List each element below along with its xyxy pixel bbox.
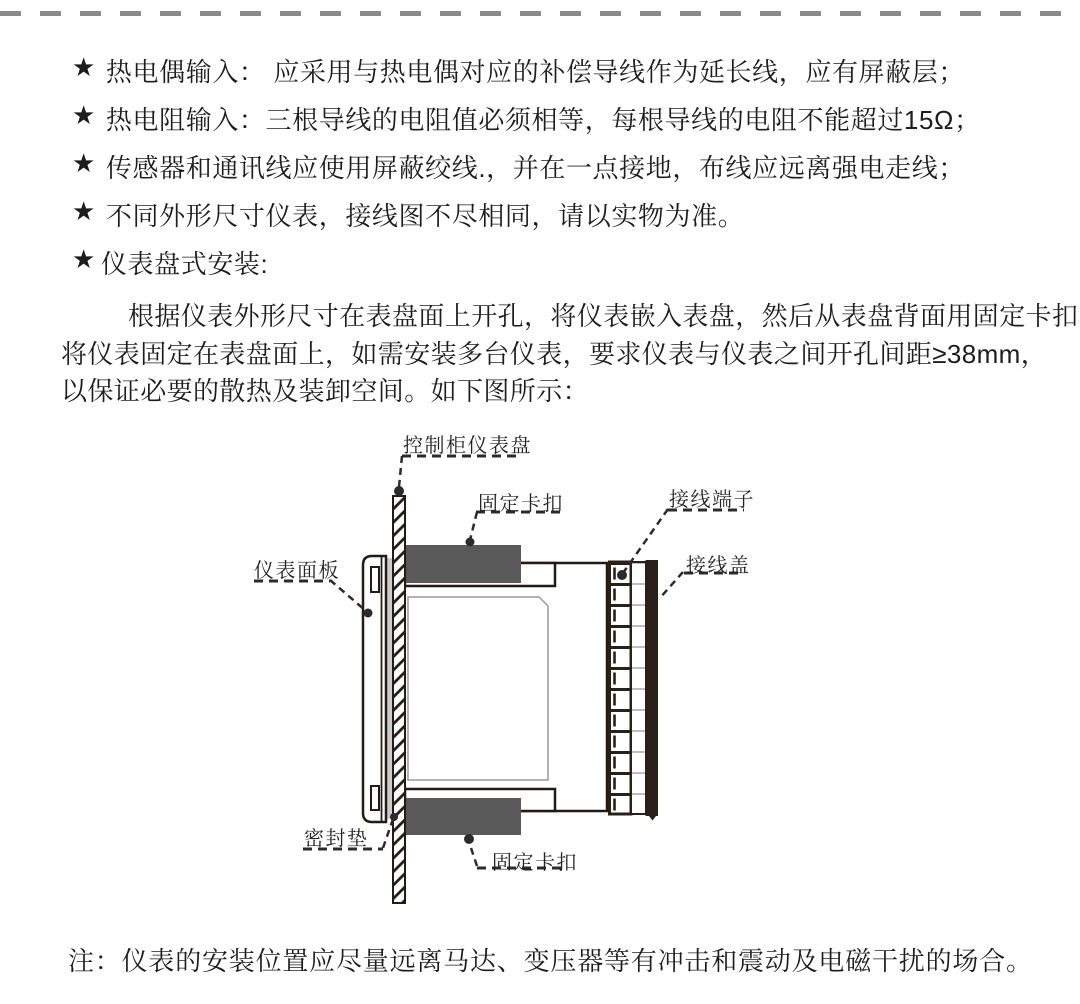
bezel-detail-bottom	[371, 786, 379, 810]
instrument-front-bezel-shape	[363, 556, 386, 822]
leader-clip-bottom	[469, 842, 477, 866]
dot-clip-bottom	[464, 834, 474, 844]
leader-gasket	[383, 819, 393, 848]
terminal-block-shape	[610, 562, 632, 814]
star-icon: ★	[72, 100, 96, 130]
label-terminal-cover: 接线盖	[686, 555, 751, 577]
leader-clip-top	[470, 512, 477, 540]
paragraph-line-1: 根据仪表外形尺寸在表盘面上开孔，将仪表嵌入表盘，然后从表盘背面用固定卡扣	[128, 301, 1079, 331]
star-icon: ★	[72, 196, 96, 226]
instrument-inner-window-shape	[408, 597, 548, 780]
terminal-cover-shape	[646, 560, 659, 816]
installation-note: 注：仪表的安装位置应尽量远离马达、变压器等有冲击和震动及电磁干扰的场合。	[68, 946, 1033, 976]
fixing-clip-bottom-shape	[405, 798, 521, 835]
label-fixing-clip-top: 固定卡扣	[478, 493, 564, 515]
label-terminal-block: 接线端子	[669, 489, 755, 511]
dot-clip-top	[466, 538, 475, 547]
leader-cover	[659, 572, 683, 599]
bullet-text: 热电偶输入： 应采用与热电偶对应的补偿导线作为延长线，应有屏蔽层；	[105, 57, 965, 87]
cabinet-panel-shape	[393, 496, 405, 903]
dot-gasket	[390, 813, 398, 821]
label-cabinet-panel: 控制柜仪表盘	[403, 435, 532, 457]
dot-front-panel	[364, 609, 373, 618]
paragraph-line-3: 以保证必要的散热及装卸空间。如下图所示：	[61, 376, 590, 406]
bullet-text: 不同外形尺寸仪表，接线图不尽相同，请以实物为准。	[105, 201, 745, 231]
bullet-text: 传感器和通讯线应使用屏蔽绞线.，并在一点接地，布线应远离强电走线；	[105, 153, 965, 183]
leader-front-panel	[330, 580, 366, 611]
fixing-clip-top-shape	[405, 545, 521, 583]
leader-cabinet-panel	[399, 456, 402, 487]
dot-terminal	[617, 570, 627, 580]
label-instrument-front: 仪表面板	[254, 560, 340, 582]
star-icon: ★	[72, 148, 96, 178]
bullet-text: 仪表盘式安装:	[100, 249, 269, 279]
star-icon: ★	[72, 52, 96, 82]
label-gasket: 密封垫	[304, 828, 369, 850]
terminal-block-spacer-shape	[631, 562, 646, 814]
dot-cabinet-panel	[394, 486, 404, 496]
terminal-cover-notch	[649, 816, 656, 821]
label-fixing-clip-bottom: 固定卡扣	[492, 852, 578, 874]
star-icon: ★	[72, 244, 96, 274]
bezel-detail-top	[371, 567, 379, 592]
bullet-text: 热电阻输入：三根导线的电阻值必须相等，每根导线的电阻不能超过15Ω；	[105, 105, 981, 135]
paragraph-line-2: 将仪表固定在表盘面上，如需安装多台仪表，要求仪表与仪表之间开孔间距≥38mm，	[61, 339, 1048, 369]
